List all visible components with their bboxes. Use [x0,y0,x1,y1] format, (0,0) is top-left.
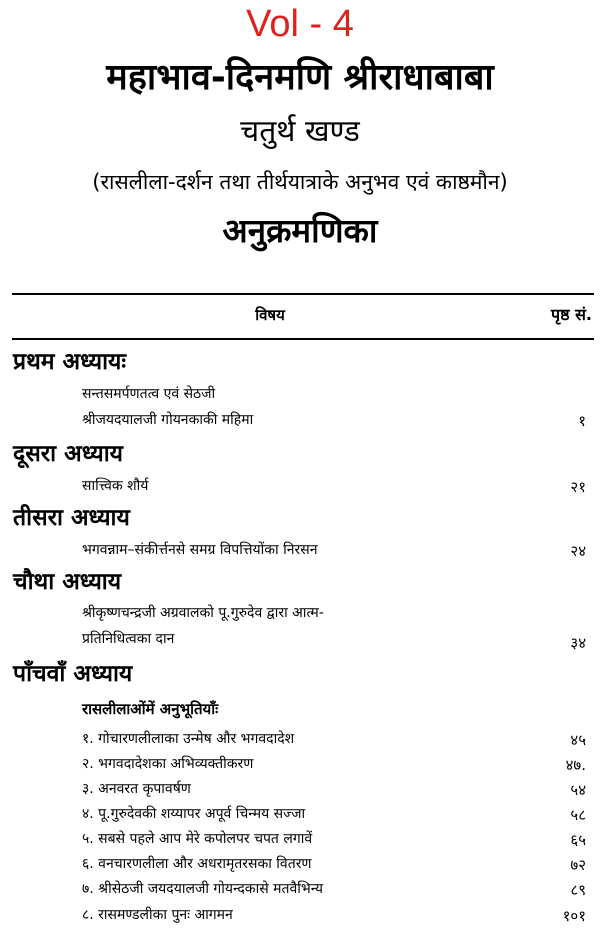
chapter-1-entry-line-1: सन्तसमर्पणतत्व एवं सेठजी [82,386,216,402]
chapter-2-entry-page: २१ [570,478,586,496]
chapter-5-entry-4-page: ५८ [570,806,586,824]
part-title: चतुर्थ खण्ड [240,114,360,149]
chapter-5-entry-5: ५. सबसे पहले आप मेरे कपोलपर चपत लगावें [82,831,313,847]
chapter-3-entry-page: २४ [570,542,586,560]
chapter-3-entry-line-1: भगवन्नाम–संकीर्त्तनसे समग्र विपत्तियोंका निरसन [82,542,318,558]
chapter-5-entry-1-page: ४५ [570,731,586,749]
chapter-2-entry-line-1: सात्त्विक शौर्य [82,478,149,494]
chapter-5-entry-3-page: ५४ [570,781,586,799]
column-header-subject: विषय [255,306,285,324]
chapter-2-title: दूसरा अध्याय [13,441,123,467]
chapter-5-entry-2: २. भगवदादेशका अभिव्यक्तीकरण [82,756,254,772]
chapter-5-subheading: रासलीलाओंमें अनुभूतियाँः [82,700,219,718]
chapter-5-entry-8: ८. रासमण्डलीका पुनः आगमन [82,907,233,923]
chapter-5-entry-6: ६. वनचारणलीला और अधरामृतरसका वितरण [82,856,312,872]
chapter-5-entry-4: ४. पू.गुरुदेवकी शय्यापर अपूर्व चिन्मय सज्जा [82,806,306,822]
toc-title: अनुक्रमणिका [222,211,378,250]
chapter-4-entry-line-1: श्रीकृष्णचन्द्रजी अग्रवालको पू.गुरुदेव द्वारा आत्म- [82,605,324,621]
book-title: महाभाव-दिनमणि श्रीराधाबाबा [106,57,494,98]
chapter-5-entry-7: ७. श्रीसेठजी जयदयालजी गोयन्दकासे मतवैभिन्य [82,881,323,897]
chapter-5-title: पाँचवाँ अध्याय [13,661,133,687]
chapter-1-entry-page: १ [578,412,586,430]
chapter-5-entry-6-page: ७२ [570,856,586,874]
chapter-1-entry-line-2: श्रीजयदयालजी गोयनकाकी महिमा [82,412,254,428]
chapter-4-entry-line-2: प्रतिनिधित्वका दान [82,631,175,647]
chapter-1-title: प्रथम अध्यायः [13,349,127,375]
volume-label: Vol - 4 [246,3,354,45]
chapter-3-title: तीसरा अध्याय [13,505,130,531]
chapter-5-entry-7-page: ८९ [570,881,586,899]
chapter-5-entry-8-page: १०१ [562,907,586,925]
chapter-5-entry-2-page: ४७. [565,756,586,774]
chapter-4-entry-page: ३४ [570,634,586,652]
column-header-page: पृष्ठ सं. [551,305,592,324]
chapter-5-entry-1: १. गोचारणलीलाका उन्मेष और भगवदादेश [82,731,295,747]
chapter-5-entry-3: ३. अनवरत कृपावर्षण [82,781,191,797]
subtitle: (रासलीला-दर्शन तथा तीर्थयात्राके अनुभव एवं काष्ठमौन) [92,170,508,194]
table-header-rule [12,338,594,340]
chapter-4-title: चौथा अध्याय [13,569,122,595]
chapter-5-entry-5-page: ६५ [570,831,586,849]
table-top-rule [12,293,594,295]
